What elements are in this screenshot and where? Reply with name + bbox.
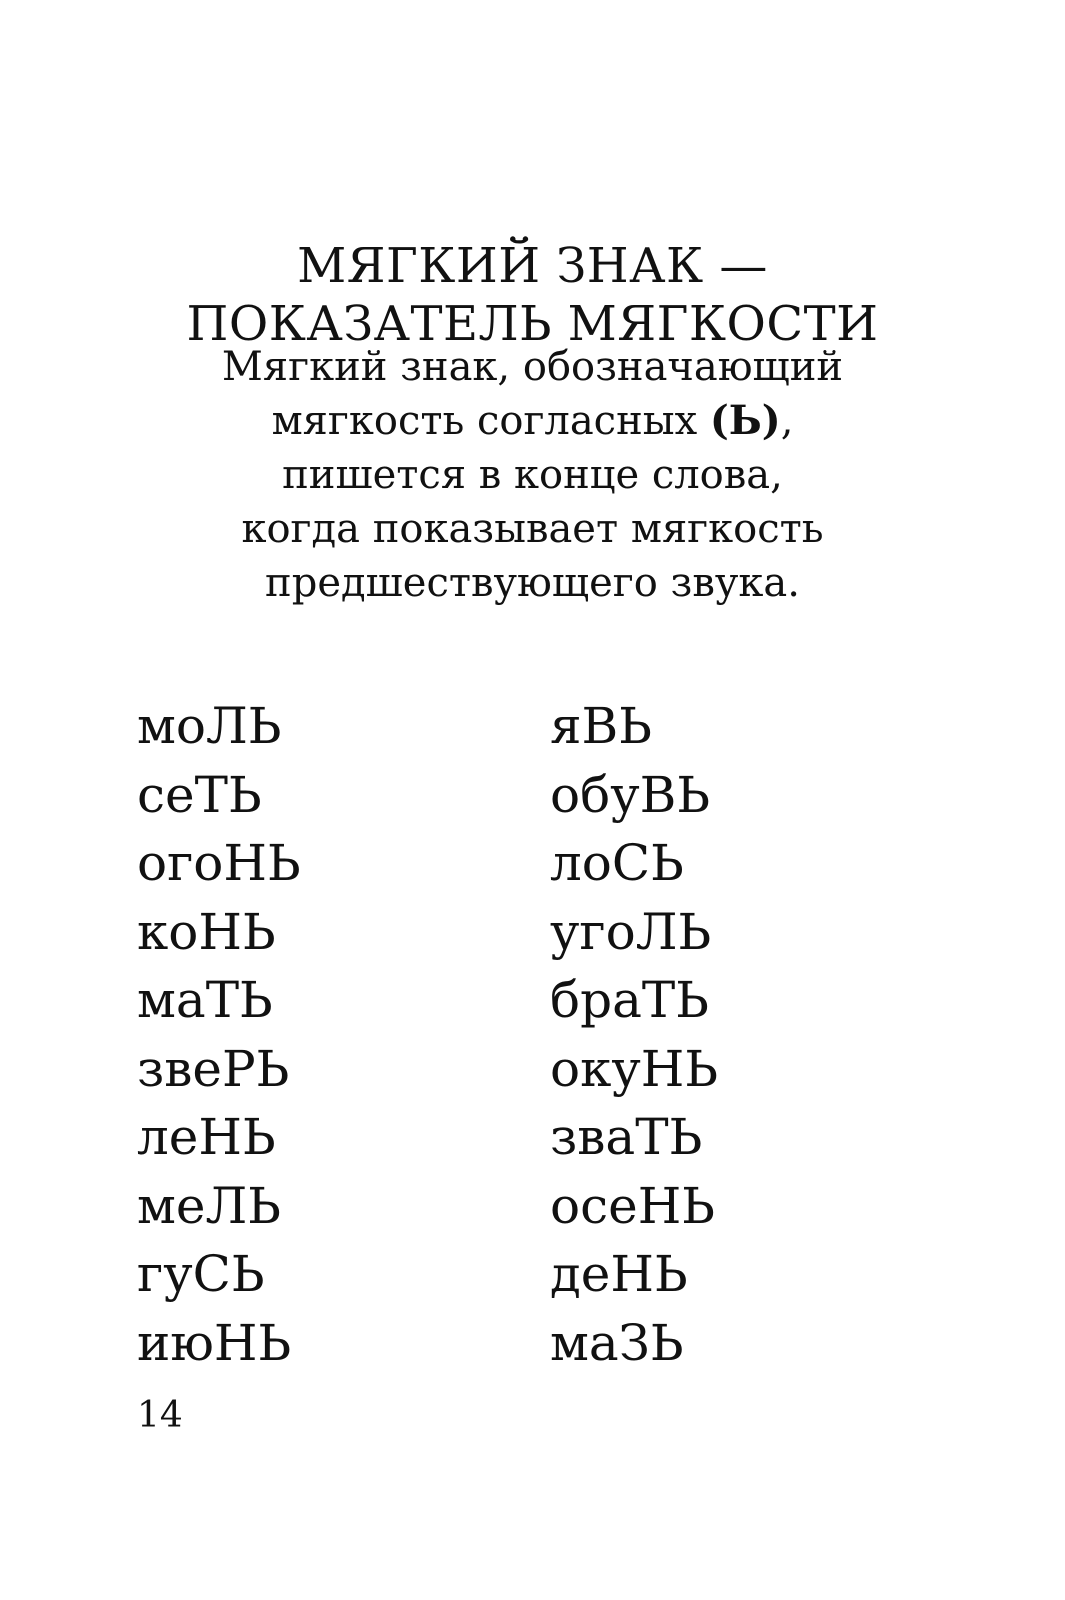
page-number: 14 [137,1395,183,1436]
word-item: меЛЬ [137,1176,281,1235]
word-item: обуВЬ [550,765,711,824]
rule-line-2-comma: , [780,398,794,444]
word-item: июНЬ [137,1313,292,1372]
word-list-right [550,692,718,1377]
word-item: моЛЬ [137,697,282,755]
word-item: звеРЬ [137,1039,290,1098]
rule-line-3: пишется в конце слова, [282,452,783,498]
word-item: зваТЬ [550,1108,703,1166]
word-item: браТЬ [550,971,709,1029]
rule-line-5: предшествующего звука. [265,560,800,606]
word-item: лоСЬ [550,834,684,892]
title-line-1: МЯГКИЙ ЗНАК — [297,238,768,295]
rule-line-4: когда показывает мягкость [241,506,824,552]
word-item: гуСЬ [137,1245,265,1303]
word-item: маТЬ [137,971,273,1029]
rule-line-2 [0,394,1065,448]
word-item: сеТЬ [137,765,262,824]
word-item: деНЬ [550,1245,688,1303]
soft-sign-bold: (Ь) [709,397,781,444]
title-line-2: ПОКАЗАТЕЛЬ МЯГКОСТИ [186,296,879,353]
word-item: угоЛЬ [550,902,712,961]
word-item: огоНЬ [137,834,301,892]
word-item: окуНЬ [550,1039,719,1098]
word-list-left [137,692,301,1377]
word-item: леНЬ [137,1108,276,1166]
page-title [0,237,1065,353]
rule-line-1: Мягкий знак, обозначающий [221,344,844,390]
rule-text [0,340,1065,610]
word-item: коНЬ [137,902,276,961]
word-item: маЗЬ [550,1313,684,1372]
word-item: осеНЬ [550,1176,715,1235]
word-item: яВЬ [550,697,652,755]
rule-line-2-text: мягкость согласных [271,398,710,444]
